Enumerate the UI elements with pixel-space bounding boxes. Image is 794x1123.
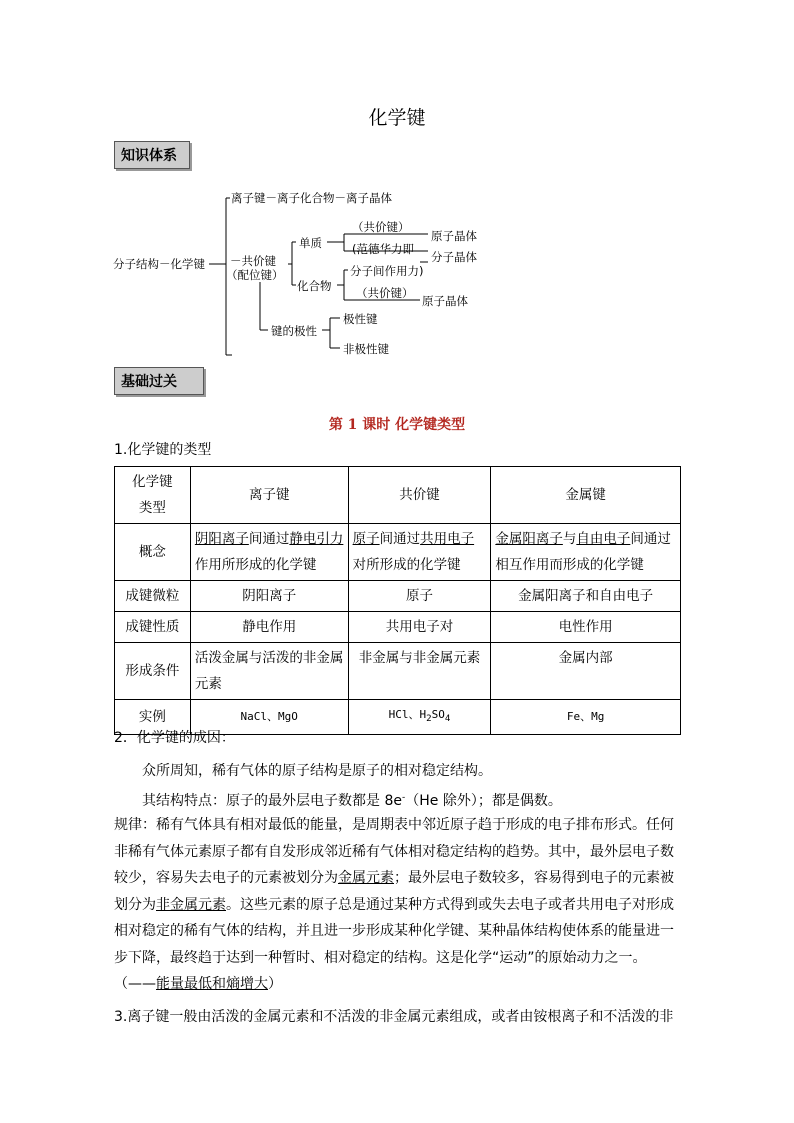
lesson-title: 第 1 课时 化学键类型 — [328, 417, 466, 433]
diagram-compound: 化合物 — [297, 279, 332, 293]
table-cell-metal-example: Fe、Mg — [491, 700, 681, 735]
table-cell: 原子 — [348, 581, 491, 612]
section-label-knowledge-system: 知识体系 — [114, 141, 190, 169]
table-row-label: 成键微粒 — [115, 581, 191, 612]
table-cell: 金属内部 — [491, 643, 681, 700]
table-row — [115, 524, 681, 581]
table-cell: 静电作用 — [190, 612, 348, 643]
table-row-label: 成键性质 — [115, 612, 191, 643]
table-header-cell: 金属键 — [491, 467, 681, 524]
diagram-cov1: （共价键） — [352, 220, 410, 234]
diagram-cov2: （共价键） — [356, 286, 414, 300]
table-cell-metal-concept: 金属阳离子与自由电子间通过相互作用而形成的化学键 — [491, 524, 681, 581]
table-row — [115, 581, 681, 612]
table-cell: 非金属与非金属元素 — [348, 643, 491, 700]
table-header-cell: 离子键 — [190, 467, 348, 524]
diagram-ionic: 离子键－离子化合物－离子晶体 — [231, 191, 392, 205]
table-cell: 阴阳离子 — [190, 581, 348, 612]
table-cell: 活泼金属与活泼的非金属元素 — [190, 643, 348, 700]
diagram-atomic1: 原子晶体 — [431, 229, 477, 243]
table-header-cell: 化学键 类型 — [115, 467, 191, 524]
table-row-label: 形成条件 — [115, 643, 191, 700]
table-row — [115, 467, 681, 524]
question-1: 1.化学键的类型 — [114, 442, 212, 458]
diagram-coordinate: （配位键） — [226, 268, 284, 282]
diagram-root: 分子结构－化学键 — [113, 257, 205, 271]
table-cell: 共用电子对 — [348, 612, 491, 643]
diagram-atomic2: 原子晶体 — [422, 294, 468, 308]
diagram-covalent: －共价键 — [230, 254, 276, 268]
section-label-basic-check: 基础过关 — [114, 367, 204, 395]
question-3: 3.离子键一般由活泼的金属元素和不活泼的非金属元素组成，或者由铵根离子和不活泼的非 — [114, 1009, 674, 1025]
table-cell: 金属阳离子和自由电子 — [491, 581, 681, 612]
diagram-inter: 分子间作用力) — [350, 264, 424, 278]
table-row-label: 实例 — [115, 700, 191, 735]
table-row — [115, 612, 681, 643]
table-cell-ionic-concept: 阴阳离子间通过静电引力作用所形成的化学键 — [190, 524, 348, 581]
table-row-label: 概念 — [115, 524, 191, 581]
paragraph-1: 众所周知，稀有气体的原子结构是原子的相对稳定结构。 — [142, 763, 492, 779]
paragraph-3: 规律：稀有气体具有相对最低的能量，是周期表中邻近原子趋于形成的电子排布形式。任何非稀有气体元素原子都有自发形成邻近稀有气体相对稳定结构的趋势。其中，最外层电子数较少，容易失去电子的元素被划分为金属元素；最外层电子数较多，容易得到电子的元素被划分为非金属元素。这些元素的原子总是通过某种方式得到或失去电子或者共用电子对形成相对稳定的稀有气体的结构，并且进一步形成某种化学键、某种晶体结构使体系的能量进一步下降，最终趋于达到一种暂时、相对稳定的结构。这是化学“运动”的原始动力之一。 （——能量最低和熵增大） — [114, 817, 674, 992]
diagram-polar: 极性键 — [343, 312, 378, 326]
table-cell: 电性作用 — [491, 612, 681, 643]
bond-type-table — [114, 466, 681, 735]
diagram-simple: 单质 — [299, 236, 322, 250]
diagram-molecular: 分子晶体 — [431, 250, 477, 264]
table-cell-covalent-example: HCl、$H_2SO_4$ — [348, 700, 491, 735]
page-title: 化学键 — [368, 107, 426, 129]
paragraph-2: 其结构特点：原子的最外层电子数都是 8e-（He 除外）；都是偶数。 — [142, 792, 562, 809]
question-2: 2．化学键的成因： — [114, 730, 235, 746]
table-header-cell: 共价键 — [348, 467, 491, 524]
diagram-vdw: (范德华力即 — [352, 242, 414, 256]
table-cell-covalent-concept: 原子间通过共用电子对所形成的化学键 — [348, 524, 491, 581]
table-row — [115, 643, 681, 700]
table-cell-ionic-example: NaCl、MgO — [190, 700, 348, 735]
diagram-nonpolar: 非极性键 — [343, 342, 389, 356]
diagram-polarity: 键的极性 — [271, 324, 317, 338]
